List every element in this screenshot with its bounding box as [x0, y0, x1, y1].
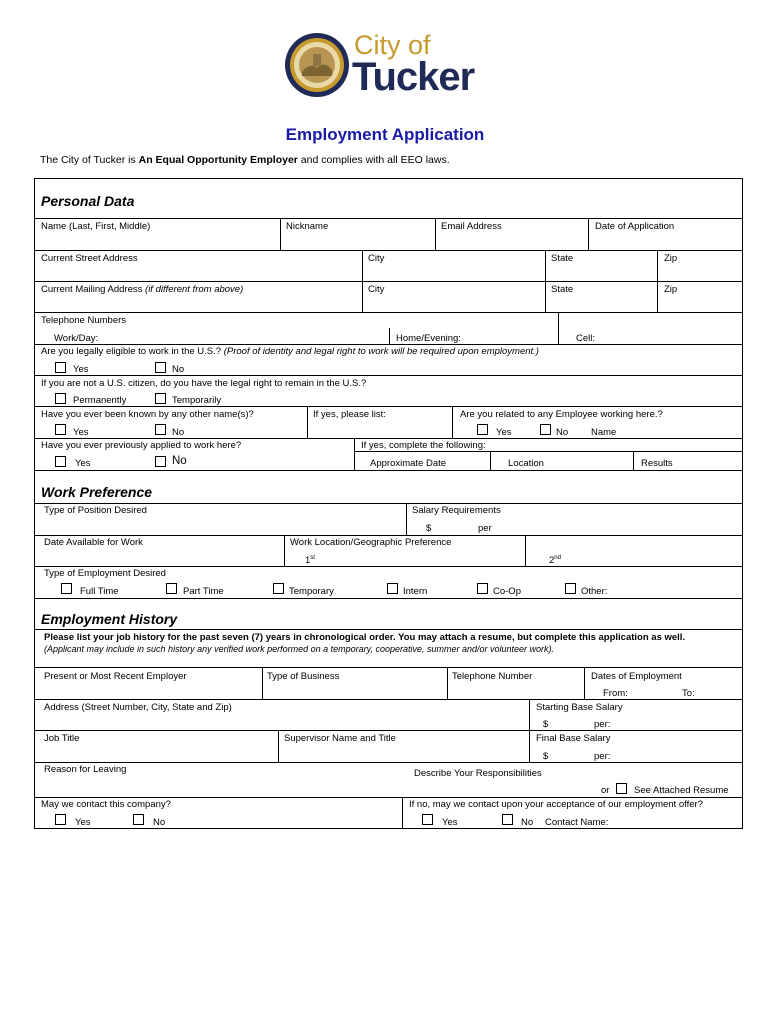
- second-suffix: nd: [554, 555, 561, 561]
- position-desired-label: Type of Position Desired: [44, 505, 147, 516]
- mailing-address-note: (if different from above): [145, 284, 244, 295]
- mailing-address-text: Current Mailing Address: [41, 284, 146, 295]
- eligible-question-note: (Proof of identity and legal right to work will be required upon employment.): [223, 346, 539, 357]
- intern-checkbox[interactable]: [387, 583, 398, 594]
- mailing-address-label: [41, 284, 243, 295]
- eligible-no-checkbox[interactable]: [155, 362, 166, 373]
- related-yes-checkbox[interactable]: [477, 424, 488, 435]
- final-salary-label: Final Base Salary: [536, 733, 611, 744]
- email-label: Email Address: [441, 221, 502, 232]
- citizen-question: If you are not a U.S. citizen, do you have the legal right to remain in the U.S.?: [41, 378, 367, 389]
- eligible-yes-label: Yes: [73, 364, 89, 375]
- eligible-yes-checkbox[interactable]: [55, 362, 66, 373]
- from-label: From:: [603, 688, 628, 699]
- other-label: Other:: [581, 586, 608, 597]
- contact-yes-checkbox[interactable]: [55, 814, 66, 825]
- other-names-yes-label: Yes: [73, 427, 89, 438]
- logo-tucker: Tucker: [352, 55, 475, 99]
- logo-city-of: City of: [354, 30, 431, 60]
- related-yes-label: Yes: [496, 427, 512, 438]
- applied-no-label: No: [172, 455, 187, 467]
- location-label: Location: [508, 458, 544, 469]
- employment-type-label: Type of Employment Desired: [44, 568, 166, 579]
- if-no-no-checkbox[interactable]: [502, 814, 513, 825]
- city-seal-icon: [284, 32, 350, 98]
- date-available-label: Date Available for Work: [44, 537, 143, 548]
- employer-address-label: Address (Street Number, City, State and Zip): [44, 702, 232, 713]
- starting-salary-dollar: $: [543, 719, 549, 730]
- temporarily-label: Temporarily: [172, 395, 222, 406]
- final-salary-per: per:: [594, 751, 611, 762]
- co-op-checkbox[interactable]: [477, 583, 488, 594]
- reason-for-leaving-label: Reason for Leaving: [44, 764, 127, 775]
- supervisor-label: Supervisor Name and Title: [284, 733, 396, 744]
- salary-per-label: per: [478, 523, 492, 534]
- if-yes-list-label: If yes, please list:: [313, 409, 386, 420]
- related-name-label: Name: [591, 427, 617, 438]
- applied-yes-checkbox[interactable]: [55, 456, 66, 467]
- eligible-question-text: Are you legally eligible to work in the U.S.?: [41, 346, 224, 357]
- city-logo: [284, 30, 489, 102]
- type-of-business-label: Type of Business: [267, 671, 340, 682]
- mailing-zip-label: Zip: [664, 284, 678, 295]
- related-no-label: No: [556, 427, 569, 438]
- contact-no-label: No: [153, 817, 166, 828]
- part-time-checkbox[interactable]: [166, 583, 177, 594]
- starting-salary-label: Starting Base Salary: [536, 702, 623, 713]
- city-label: City: [368, 253, 385, 264]
- work-location-label: Work Location/Geographic Preference: [290, 537, 452, 548]
- eeo-post: and complies with all EEO laws.: [297, 154, 450, 166]
- if-no-no-label: No: [521, 817, 534, 828]
- history-instructions-note: (Applicant may include in such history any verified work performed on a temporary, cooperative, summer and/or volunteer work).: [44, 644, 555, 654]
- street-address-label: Current Street Address: [41, 253, 138, 264]
- mailing-city-label: City: [368, 284, 385, 295]
- eeo-statement: [40, 154, 450, 166]
- temporary-label: Temporary: [289, 586, 334, 597]
- part-time-label: Part Time: [183, 586, 224, 597]
- employer-label: Present or Most Recent Employer: [44, 671, 187, 682]
- other-names-question: Have you ever been known by any other name(s)?: [41, 409, 254, 420]
- co-op-label: Co-Op: [493, 586, 521, 597]
- applied-question: Have you ever previously applied to work here?: [41, 440, 242, 451]
- second-number: 2: [549, 555, 555, 567]
- see-attached-resume-label: See Attached Resume: [634, 785, 729, 796]
- contact-no-checkbox[interactable]: [133, 814, 144, 825]
- permanently-label: Permanently: [73, 395, 127, 406]
- salary-requirements-label: Salary Requirements: [412, 505, 501, 516]
- or-label: or: [601, 785, 610, 796]
- to-label: To:: [682, 688, 695, 699]
- home-evening-label: Home/Evening:: [396, 333, 461, 344]
- full-time-label: Full Time: [80, 586, 119, 597]
- describe-responsibilities-label: Describe Your Responsibilities: [414, 768, 542, 779]
- permanently-checkbox[interactable]: [55, 393, 66, 404]
- date-of-application-label: Date of Application: [595, 221, 675, 232]
- second-preference-label: [549, 553, 561, 566]
- if-no-yes-label: Yes: [442, 817, 458, 828]
- work-day-label: Work/Day:: [54, 333, 99, 344]
- contact-company-question: May we contact this company?: [41, 799, 171, 810]
- work-preference-heading: Work Preference: [41, 484, 153, 500]
- applied-yes-label: Yes: [75, 458, 91, 469]
- eligible-question: [41, 346, 539, 357]
- salary-dollar-label: $: [426, 523, 432, 534]
- temporarily-checkbox[interactable]: [155, 393, 166, 404]
- other-names-yes-checkbox[interactable]: [55, 424, 66, 435]
- related-question: Are you related to any Employee working here.?: [460, 409, 663, 420]
- first-number: 1: [305, 555, 311, 567]
- other-checkbox[interactable]: [565, 583, 576, 594]
- telephone-number-label: Telephone Number: [452, 671, 533, 682]
- other-names-no-checkbox[interactable]: [155, 424, 166, 435]
- eeo-bold: An Equal Opportunity Employer: [138, 154, 298, 166]
- first-preference-label: [305, 553, 315, 566]
- see-attached-resume-checkbox[interactable]: [616, 783, 627, 794]
- applied-no-checkbox[interactable]: [155, 456, 166, 467]
- job-title-label: Job Title: [44, 733, 80, 744]
- first-suffix: st: [310, 555, 315, 561]
- if-no-contact-question: If no, may we contact upon your acceptance of our employment offer?: [409, 799, 703, 810]
- zip-label: Zip: [664, 253, 678, 264]
- page-title: Employment Application: [285, 125, 485, 144]
- eeo-pre: The City of Tucker is: [40, 154, 139, 166]
- final-salary-dollar: $: [543, 751, 549, 762]
- history-instructions: Please list your job history for the past seven (7) years in chronological order. You may attach a resume, but complete this application as well.: [44, 632, 686, 643]
- cell-label: Cell:: [576, 333, 596, 344]
- contact-name-label: Contact Name:: [545, 817, 609, 828]
- if-yes-following-label: If yes, complete the following:: [361, 440, 486, 451]
- dates-of-employment-label: Dates of Employment: [591, 671, 682, 682]
- nickname-label: Nickname: [286, 221, 329, 232]
- results-label: Results: [641, 458, 673, 469]
- approximate-date-label: Approximate Date: [370, 458, 447, 469]
- other-names-no-label: No: [172, 427, 185, 438]
- temporary-checkbox[interactable]: [273, 583, 284, 594]
- personal-data-heading: Personal Data: [41, 193, 135, 209]
- starting-salary-per: per:: [594, 719, 611, 730]
- contact-yes-label: Yes: [75, 817, 91, 828]
- eligible-no-label: No: [172, 364, 185, 375]
- mailing-state-label: State: [551, 284, 574, 295]
- intern-label: Intern: [403, 586, 428, 597]
- state-label: State: [551, 253, 574, 264]
- name-label: Name (Last, First, Middle): [41, 221, 151, 232]
- if-no-yes-checkbox[interactable]: [422, 814, 433, 825]
- employment-history-heading: Employment History: [41, 611, 178, 627]
- full-time-checkbox[interactable]: [61, 583, 72, 594]
- related-no-checkbox[interactable]: [540, 424, 551, 435]
- telephone-numbers-label: Telephone Numbers: [41, 315, 127, 326]
